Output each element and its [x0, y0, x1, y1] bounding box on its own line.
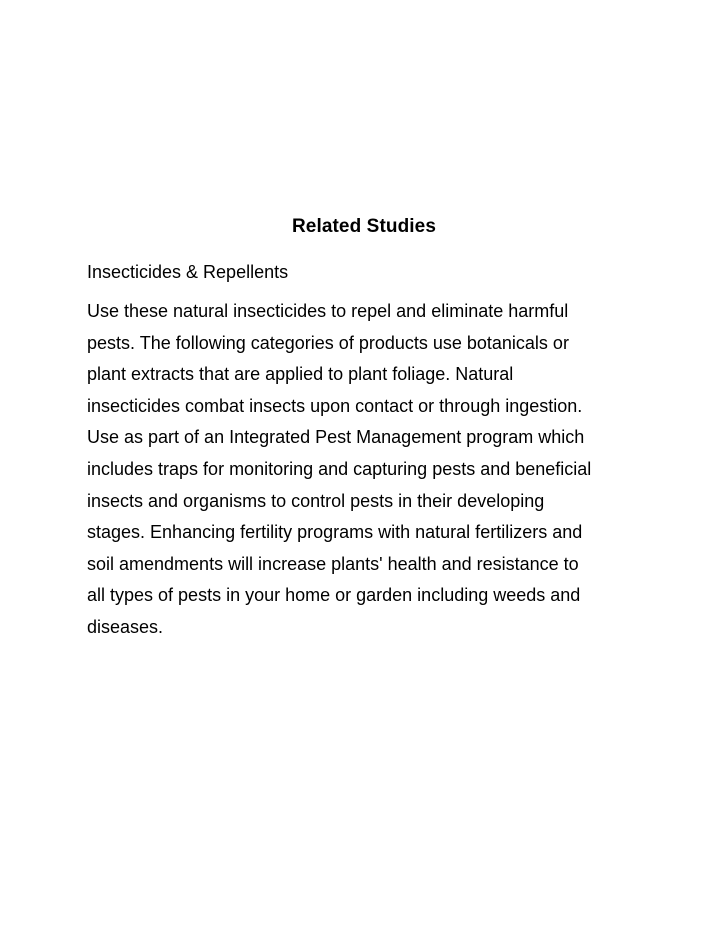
paragraph-line: pests. The following categories of products use botanicals or	[87, 332, 569, 353]
paragraph-line: soil amendments will increase plants' health and resistance to	[87, 553, 579, 574]
paragraph-line: insecticides combat insects upon contact or through ingestion.	[87, 395, 583, 416]
paragraph-line: all types of pests in your home or garden including weeds and	[87, 585, 581, 606]
paragraph-line: includes traps for monitoring and capturing pests and beneficial	[87, 458, 592, 479]
paragraph-line: Use these natural insecticides to repel and eliminate harmful	[87, 301, 569, 321]
paragraph-line: plant extracts that are applied to plant foliage. Natural	[87, 364, 514, 385]
paragraph-line: stages. Enhancing fertility programs with natural fertilizers and	[87, 522, 583, 543]
paragraph-line: Use as part of an Integrated Pest Management program which	[87, 427, 585, 448]
paragraph-line: diseases.	[87, 616, 164, 637]
body-paragraph	[87, 296, 657, 644]
page-title: Related Studies	[291, 216, 437, 237]
section-heading: Insecticides & Repellents	[87, 262, 289, 282]
paragraph-line: insects and organisms to control pests in their developing	[87, 490, 545, 511]
